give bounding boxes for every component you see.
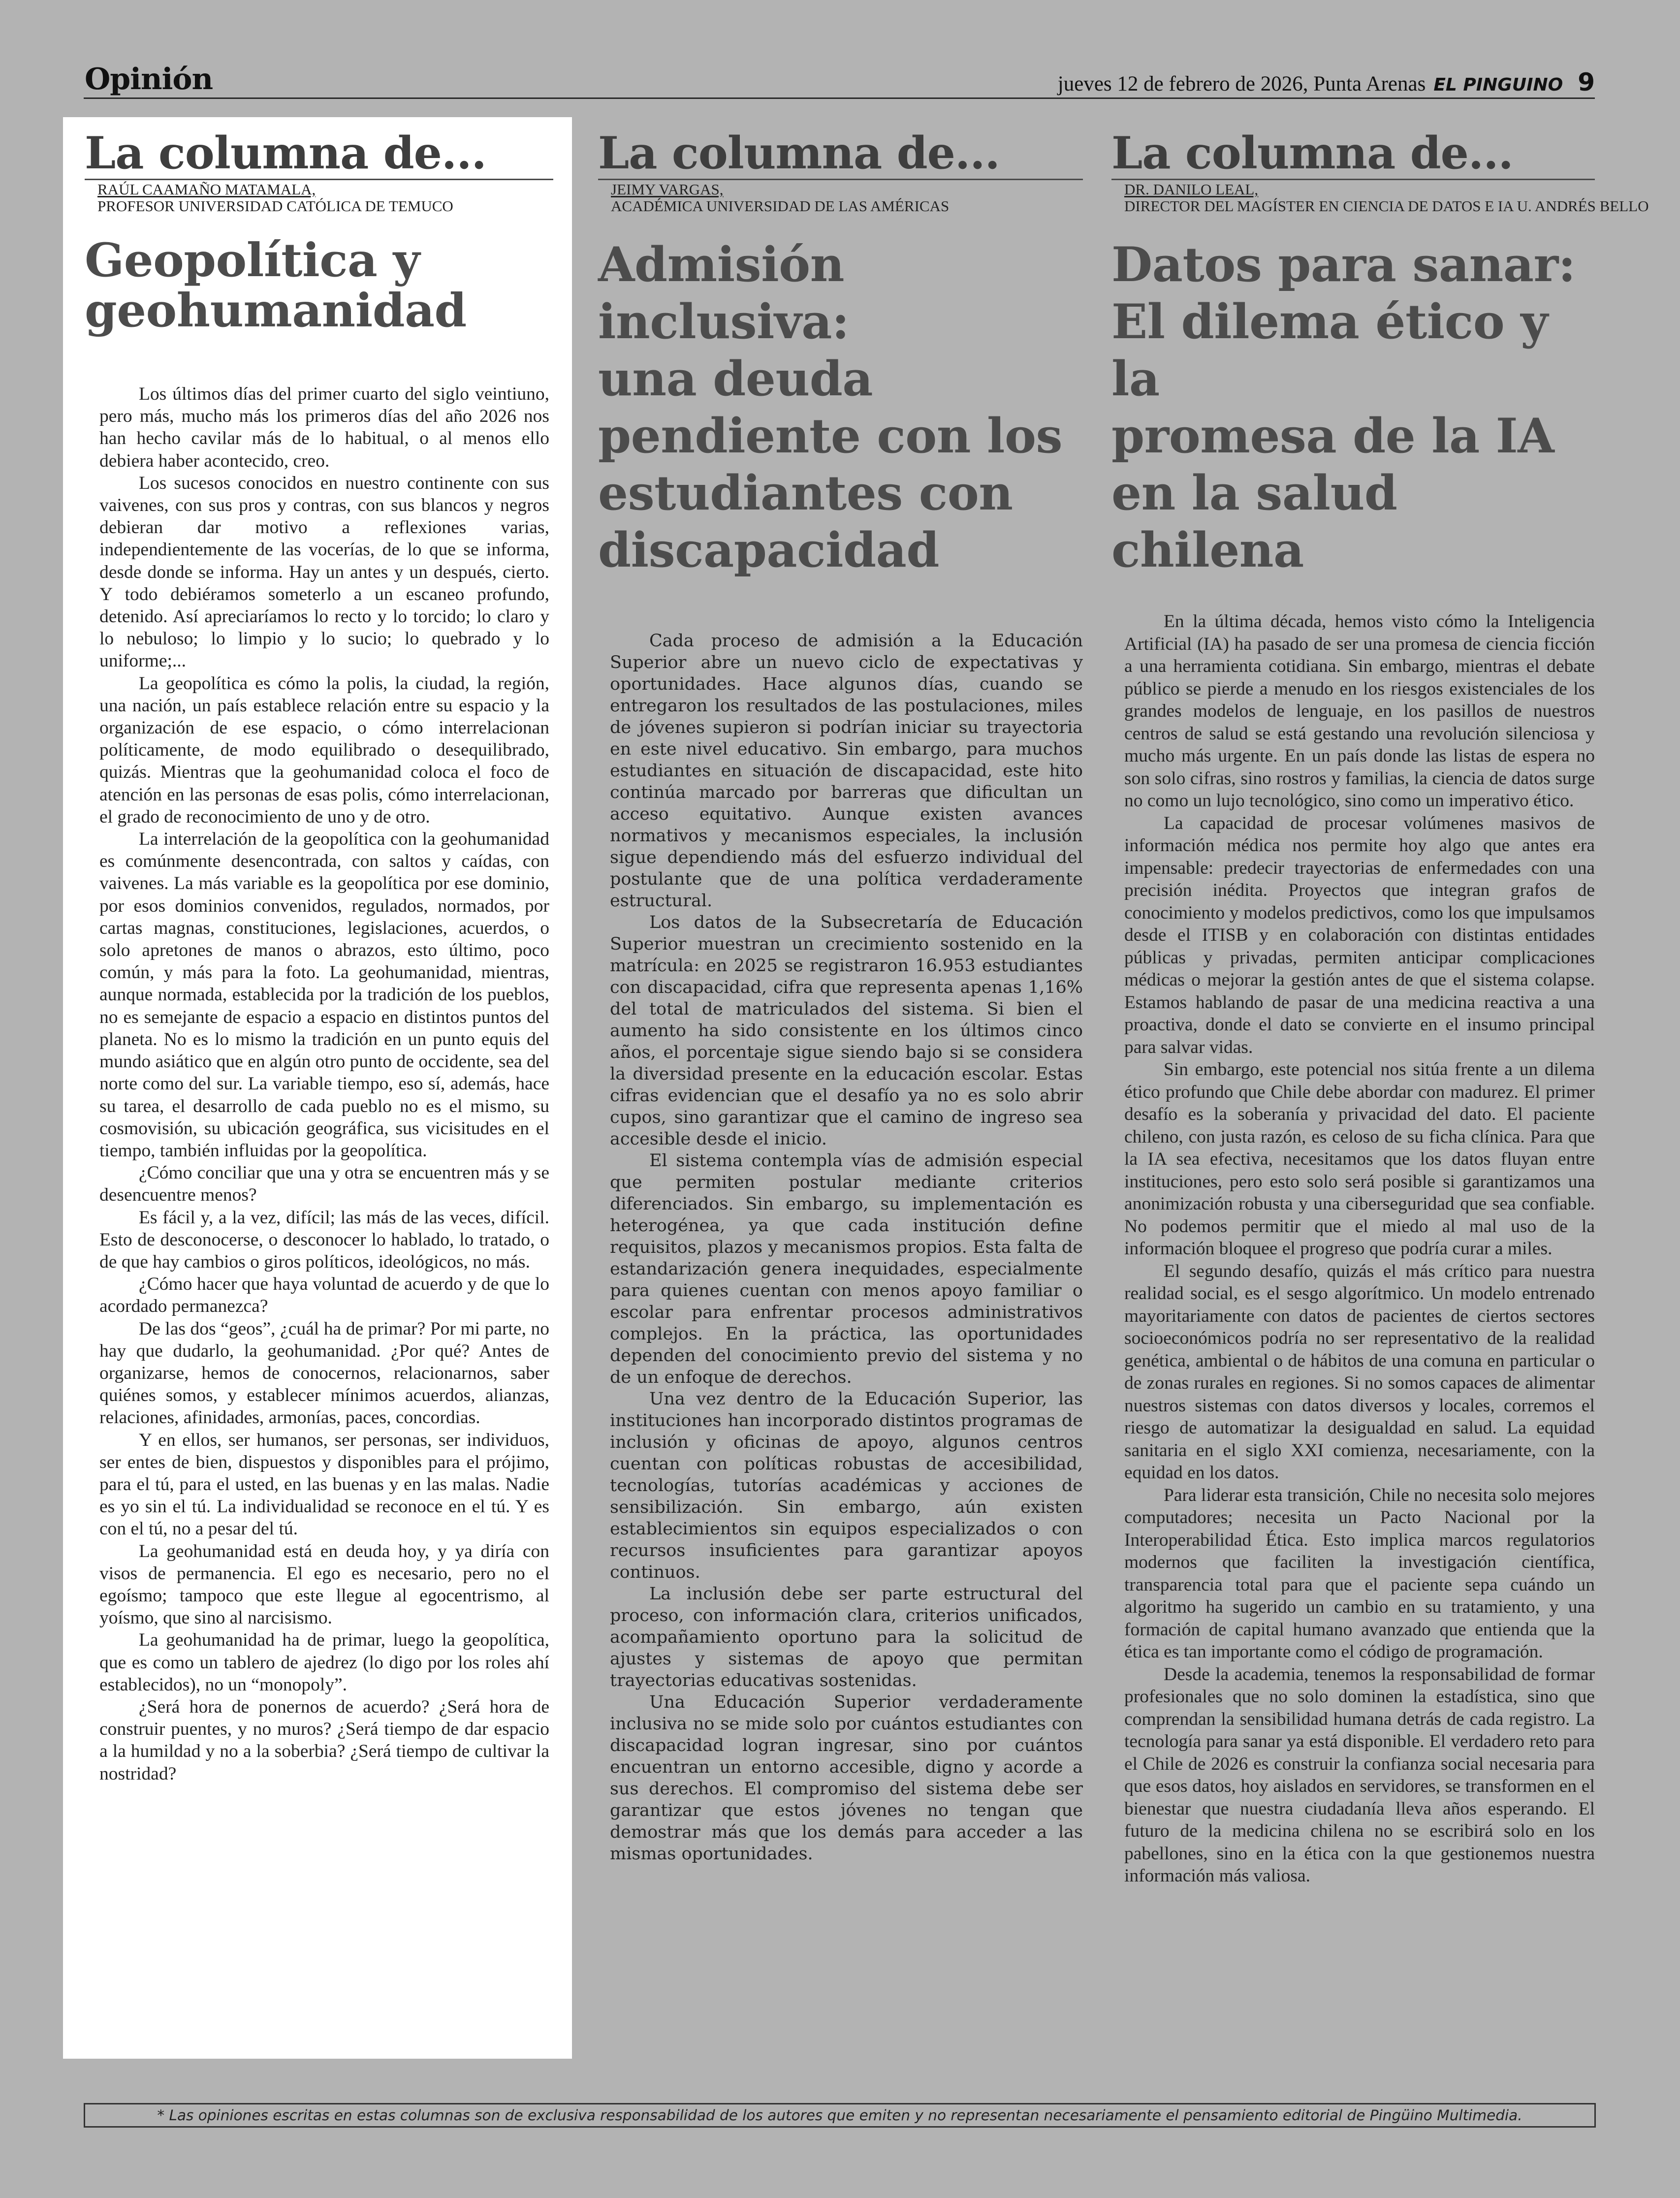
article-headline xyxy=(85,235,553,336)
paragraph: ¿Cómo hacer que haya voluntad de acuerdo y de que lo acordado permanezca? xyxy=(99,1274,549,1317)
headline-line: estudiantes con xyxy=(598,465,1013,521)
newspaper-name: EL PINGUINO xyxy=(1433,75,1563,95)
article-headline xyxy=(1111,236,1595,579)
disclaimer-box xyxy=(84,2103,1596,2128)
column-kicker: La columna de... xyxy=(1111,127,1513,179)
author-role: ACADÉMICA UNIVERSIDAD DE LAS AMÉRICAS xyxy=(611,197,950,215)
paragraph: La inclusión debe ser parte estructural del proceso, con información clara, criterios unificados, acompañamiento oportuno para la solicitud de ajustes y sistemas de apoyo que permitan trayectorias educativas sostenidas. xyxy=(610,1584,1083,1690)
article-body xyxy=(598,630,1083,1865)
author-byline xyxy=(598,181,1083,215)
paragraph: El segundo desafío, quizás el más crítico para nuestra realidad social, es el sesgo algorítmico. Un modelo entrenado mayoritariamente con datos de pacientes de ciertos sectores socioeconómicos podría no ser representativo de la realidad genética, ambiental o de hábitos de una comuna en particular o de zonas rurales en regiones. Si no somos capaces de alimentar nuestros sistemas con datos diversos y locales, corremos el riesgo de automatizar la desigualdad en salud. La equidad sanitaria en el siglo XXI comienza, necesariamente, con la equidad en los datos. xyxy=(1124,1261,1595,1483)
section-title: Opinión xyxy=(85,62,213,96)
paragraph: La capacidad de procesar volúmenes masivos de información médica nos permite hoy algo que antes era impensable: predecir trayectorias de enfermedades con una precisión inédita. Proyectos que integran grafos de conocimiento y modelos predictivos, como los que impulsamos desde el ITISB y en colaboración con distintas entidades públicas y privadas, permiten anticipar complicaciones médicas o mejorar la gestión antes de que el sistema colapse. Estamos hablando de pasar de una medicina reactiva a una proactiva, donde el dato se convierte en el insumo principal para salvar vidas. xyxy=(1124,813,1595,1057)
paragraph: La geohumanidad está en deuda hoy, y ya diría con visos de permanencia. El ego es necesario, pero no el egoísmo; tampoco que este llegue al egocentrismo, al yoísmo, que sino al narcisismo. xyxy=(99,1541,549,1628)
author-name: JEIMY VARGAS, xyxy=(611,181,724,198)
paragraph: El sistema contempla vías de admisión especial que permiten postular mediante criterios diferenciados. Sin embargo, su implementación es heterogénea, ya que cada institución define requisitos, plazos y mecanismos propios. Esta falta de estandarización genera inequidades, especialmente para quienes cuentan con menos apoyo familiar o escolar para enfrentar procesos administrativos complejos. En la práctica, las oportunidades dependen del conocimiento previo del sistema y no de un enfoque de derechos. xyxy=(610,1151,1083,1387)
article-body xyxy=(1111,610,1595,1887)
column-datos-para-sanar xyxy=(1111,117,1649,1887)
paragraph: ¿Cómo conciliar que una y otra se encuentren más y se desencuentre menos? xyxy=(99,1163,549,1206)
author-name: RAÚL CAAMAÑO MATAMALA, xyxy=(97,181,316,198)
author-role: PROFESOR UNIVERSIDAD CATÓLICA DE TEMUCO xyxy=(97,197,453,215)
paragraph: Y en ellos, ser humanos, ser personas, ser individuos, ser entes de bien, dispuestos y disponibles para el prójimo, para el tú, para el usted, en las buenas y en las malas. Nadie es yo sin el tú. La individualidad se reconoce en el tú. Y es con el tú, no a pesar del tú. xyxy=(99,1430,549,1539)
author-name: DR. DANILO LEAL, xyxy=(1124,181,1259,198)
column-geopolitica xyxy=(63,117,572,2059)
disclaimer-text: * Las opiniones escritas en estas columnas son de exclusiva responsabilidad de los autores que emiten y no representan necesariamente el pensamiento editorial de Pingüino Multimedia. xyxy=(157,2107,1522,2124)
paragraph: En la última década, hemos visto cómo la Inteligencia Artificial (IA) ha pasado de ser una promesa de ciencia ficción a una herramienta cotidiana. Sin embargo, mientras el debate público se pierde a menudo en los riesgos existenciales de los grandes modelos de lenguaje, en los pasillos de nuestros centros de salud se está gestando una revolución silenciosa y mucho más urgente. En un país donde las listas de espera no son solo cifras, sino rostros y familias, la ciencia de datos surge no como un lujo tecnológico, sino como un imperativo ético. xyxy=(1124,611,1595,811)
article-body xyxy=(85,383,553,1785)
column-admision-inclusiva xyxy=(598,117,1083,1865)
headline-line: El dilema ético y la xyxy=(1111,294,1548,407)
headline-line: Datos para sanar: xyxy=(1111,237,1576,292)
paragraph: La geopolítica es cómo la polis, la ciudad, la región, una nación, un país establece relación entre su espacio y la organización de ese espacio, o cómo interrelacionan políticamente, de modo equilibrado o desequilibrado, quizás. Mientras que la geohumanidad coloca el foco de atención en las personas de esas polis, cómo interrelacionan, el grado de reconocimiento de uno y de otro. xyxy=(99,673,549,827)
headline-line: geohumanidad xyxy=(85,284,467,338)
dateline xyxy=(1058,68,1595,96)
paragraph: De las dos “geos”, ¿cuál ha de primar? Por mi parte, no hay que dudarlo, la geohumanidad. ¿Por qué? Antes de organizarse, hemos de conocernos, relacionarnos, saber quiénes somos, y establecer mínimos acuerdos, alianzas, relaciones, afinidades, armonías, paces, concordias. xyxy=(99,1318,549,1428)
author-byline xyxy=(85,181,553,215)
paragraph: Desde la academia, tenemos la responsabilidad de formar profesionales que no solo dominen la estadística, sino que comprendan la sensibilidad humana detrás de cada registro. La tecnología para sanar ya está disponible. El verdadero reto para el Chile de 2026 es construir la confianza social necesaria para que esos datos, hoy aislados en servidores, se transformen en el bienestar que nuestra ciudadanía lleva años esperando. El futuro de la medicina chilena no se escribirá solo en los pabellones, sino en la ética con la que gestionemos nuestra información más valiosa. xyxy=(1124,1664,1595,1886)
paragraph: Una Educación Superior verdaderamente inclusiva no se mide solo por cuántos estudiantes con discapacidad logran ingresar, sino por cuántos encuentran un entorno accesible, digno y acorde a sus derechos. El compromiso del sistema debe ser garantizar que estos jóvenes no tengan que demostrar más que los demás para acceder a las mismas oportunidades. xyxy=(610,1692,1083,1864)
column-kicker: La columna de... xyxy=(598,127,1000,179)
page-number: 9 xyxy=(1578,68,1595,96)
paragraph: La geohumanidad ha de primar, luego la geopolítica, que es como un tablero de ajedrez (lo digo por los roles ahí establecidos), no un “monopoly”. xyxy=(99,1630,549,1695)
article-headline xyxy=(598,236,1083,579)
paragraph: Cada proceso de admisión a la Educación Superior abre un nuevo ciclo de expectativas y oportunidades. Hace algunos días, cuando se entregaron los resultados de las postulaciones, miles de jóvenes supieron si podrían iniciar su trayectoria en este nivel educativo. Sin embargo, para muchos estudiantes en situación de discapacidad, este hito continúa marcado por barreras que dificultan un acceso equitativo. Aunque existen avances normativos y mecanismos especiales, la inclusión sigue dependiendo más del esfuerzo individual del postulante que de una política verdaderamente estructural. xyxy=(610,631,1083,911)
paragraph: ¿Será hora de ponernos de acuerdo? ¿Será hora de construir puentes, y no muros? ¿Será tiempo de dar espacio a la humildad y no a la soberbia? ¿Será tiempo de cultivar la nostridad? xyxy=(99,1696,549,1784)
headline-line: promesa de la IA xyxy=(1111,408,1554,464)
paragraph: Una vez dentro de la Educación Superior, las instituciones han incorporado distintos programas de inclusión y oficinas de apoyo, algunos centros cuentan con políticas robustas de accesibilidad, tecnologías, tutorías académicas y acciones de sensibilización. Sin embargo, aún existen establecimientos sin equipos especializados o con recursos insuficientes para garantizar apoyos continuos. xyxy=(610,1389,1083,1582)
headline-line: pendiente con los xyxy=(598,408,1063,464)
paragraph: La interrelación de la geopolítica con la geohumanidad es comúnmente desencontrada, con saltos y caídas, con vaivenes. La más variable es la geopolítica por ese dominio, por esos dominios convenidos, regulados, normados, por cartas magnas, constituciones, legislaciones, acuerdos, o solo apretones de manos o abrazos, esto último, poco común, y más para la foto. La geohumanidad, mientras, aunque normada, establecida por la tradición de los pueblos, no es semejante de espacio a espacio en distintos puntos del planeta. No es lo mismo la tradición en un punto equis del mundo asiático que en algún otro punto de occidente, sea del norte como del sur. La variable tiempo, eso sí, además, hace su tarea, el desarrollo de cada pueblo no es el mismo, su cosmovisión, su ubicación geográfica, sus vicisitudes en el tiempo, también influidas por la geopolítica. xyxy=(99,829,549,1161)
page-header xyxy=(84,61,1595,99)
paragraph: Es fácil y, a la vez, difícil; las más de las veces, difícil. Esto de desconocerse, o desconocer lo hablado, lo tratado, o de que hay cambios o giros políticos, ideológicos, no más. xyxy=(99,1207,549,1272)
headline-line: Admisión inclusiva: xyxy=(598,237,849,350)
headline-line: una deuda xyxy=(598,351,873,407)
paragraph: Los datos de la Subsecretaría de Educación Superior muestran un crecimiento sostenido en la matrícula: en 2025 se registraron 16.953 estudiantes con discapacidad, cifra que representa apenas 1,16% del total de matriculados del sistema. Si bien el aumento ha sido consistente en los últimos cinco años, el porcentaje sigue siendo bajo si se considera la diversidad presente en la educación escolar. Estas cifras evidencian que el desafío ya no es solo abrir cupos, sino garantizar que el camino de ingreso sea accesible desde el inicio. xyxy=(610,913,1083,1149)
paragraph: Para liderar esta transición, Chile no necesita solo mejores computadores; necesita un Pacto Nacional por la Interoperabilidad Ética. Esto implica marcos regulatorios modernos que faciliten la investigación científica, transparencia total para que el paciente sepa cuándo un algoritmo ha sugerido un cambio en su tratamiento, y una formación de capital humano avanzado que entienda que la ética es tan importante como el código de programación. xyxy=(1124,1485,1595,1662)
author-byline xyxy=(1111,181,1649,215)
column-kicker: La columna de... xyxy=(85,127,486,179)
paragraph: Los últimos días del primer cuarto del siglo veintiuno, pero más, mucho más los primeros días del año 2026 nos han hecho cavilar más de lo habitual, o al menos ello debiera haber acontecido, creo. xyxy=(99,384,549,471)
paragraph: Los sucesos conocidos en nuestro continente con sus vaivenes, con sus pros y contras, con sus blancos y negros debieran dar motivo a reflexiones varias, independientemente de las vocerías, de lo que se informa, desde donde se informa. Hay un antes y un después, cierto. Y todo debiéramos someterlo a un escaneo profundo, detenido. Así apreciaríamos lo recto y lo torcido; lo claro y lo nebuloso; lo limpio y lo sucio; lo quebrado y lo uniforme;... xyxy=(99,473,549,671)
headline-line: discapacidad xyxy=(598,522,939,578)
paragraph: Sin embargo, este potencial nos sitúa frente a un dilema ético profundo que Chile debe abordar con madurez. El primer desafío es la soberanía y privacidad del dato. El paciente chileno, con justa razón, es celoso de su ficha clínica. Para que la IA sea efectiva, necesitamos que los datos fluyan entre instituciones, pero esto solo será posible si garantizamos una anonimización robusta y una ciberseguridad que sea confiable. No podemos permitir que el miedo al mal uso de la información bloquee el progreso que podría curar a miles. xyxy=(1124,1059,1595,1259)
headline-line: Geopolítica y xyxy=(85,233,420,287)
headline-line: en la salud chilena xyxy=(1111,465,1397,578)
author-role: DIRECTOR DEL MAGÍSTER EN CIENCIA DE DATOS E IA U. ANDRÉS BELLO xyxy=(1124,197,1649,215)
issue-date: jueves 12 de febrero de 2026, Punta Arenas xyxy=(1057,72,1426,96)
